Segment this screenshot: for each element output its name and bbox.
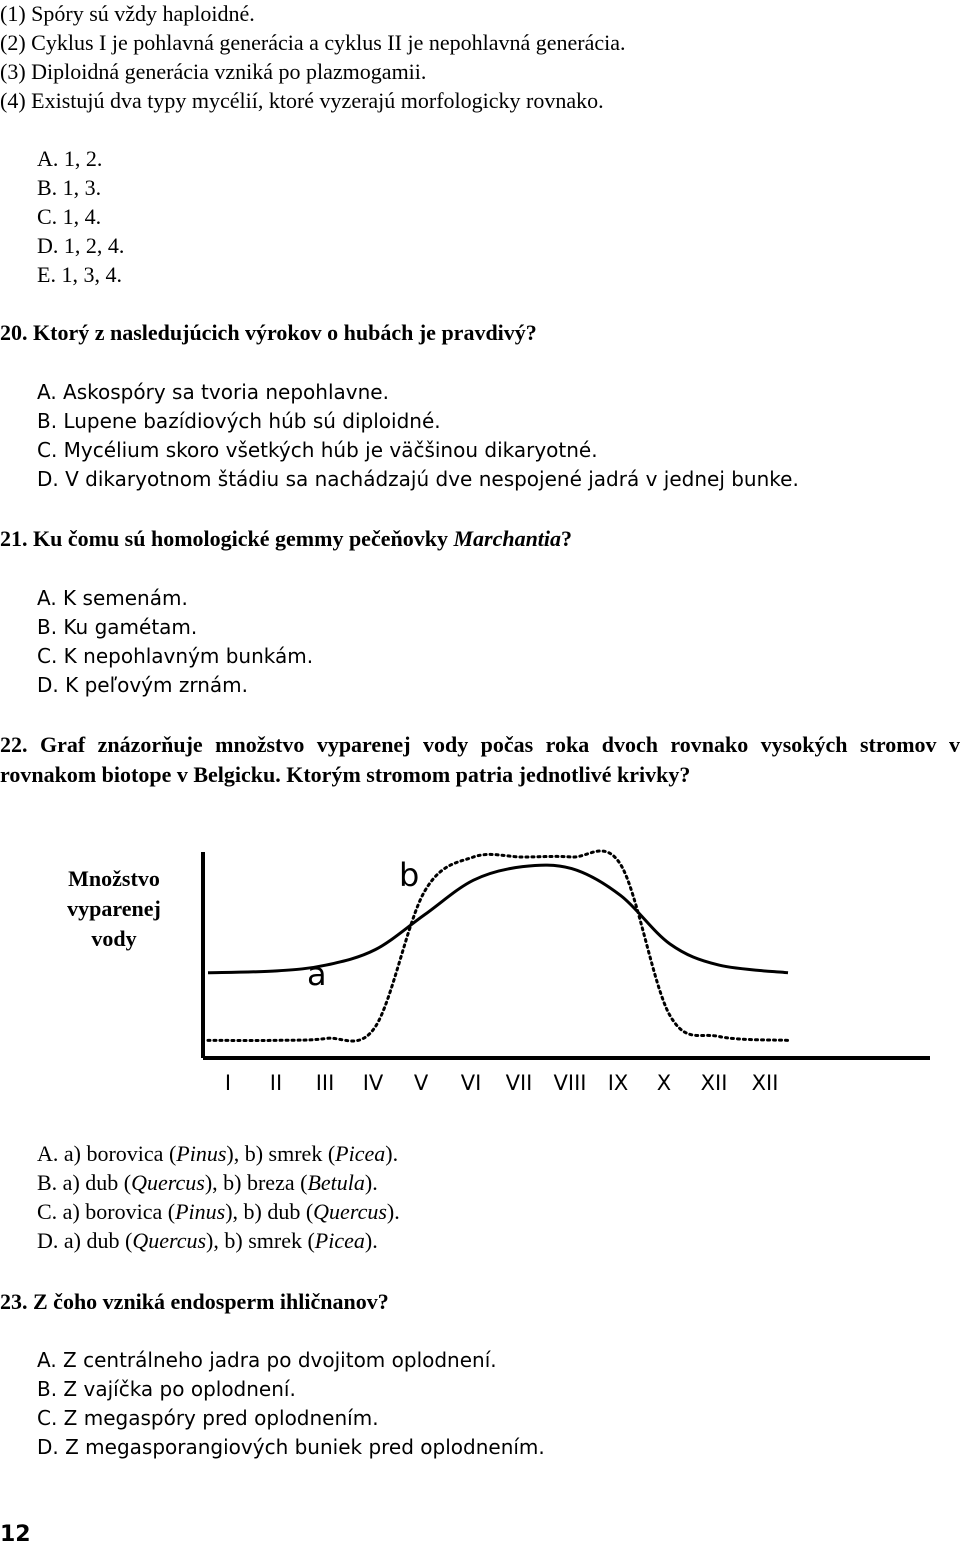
genus-b: Picea xyxy=(314,1228,365,1253)
q22-option-b xyxy=(37,1169,378,1197)
q21-option-c: C. K nepohlavným bunkám. xyxy=(37,644,314,668)
series-b-label: b xyxy=(399,856,420,894)
opt-text: ). xyxy=(364,1228,378,1253)
opt-text: ), b) smrek ( xyxy=(206,1228,315,1253)
q19-option-d: D. 1, 2, 4. xyxy=(37,233,125,258)
graph-y-label-line-3: vody xyxy=(91,926,137,951)
q21-question-text: 21. Ku čomu sú homologické gemmy pečeňovky xyxy=(0,526,454,551)
series-a-label: a xyxy=(307,955,327,993)
chart-axes xyxy=(203,852,930,1058)
q22-option-a xyxy=(37,1140,398,1168)
q23-option-d: D. Z megasporangiových buniek pred oplodnením. xyxy=(37,1435,545,1459)
x-tick-label: V xyxy=(413,1071,429,1095)
genus-a: Quercus xyxy=(132,1228,207,1253)
q23-option-a: A. Z centrálneho jadra po dvojitom oplodnení. xyxy=(37,1348,497,1372)
q19-statement-4: (4) Existujú dva typy mycélií, ktoré vyzerajú morfologicky rovnako. xyxy=(0,88,604,113)
q19-option-e: E. 1, 3, 4. xyxy=(37,262,122,287)
x-tick-label: IX xyxy=(607,1071,629,1095)
q20-option-d: D. V dikaryotnom štádiu sa nachádzajú dve nespojené jadrá v jednej bunke. xyxy=(37,467,799,491)
x-tick-label: I xyxy=(224,1071,232,1095)
x-tick-label: VII xyxy=(505,1071,533,1095)
chart-x-ticks xyxy=(225,1071,778,1095)
opt-text: ), b) breza ( xyxy=(204,1170,308,1195)
q19-statement-1: (1) Spóry sú vždy haploidné. xyxy=(0,1,255,26)
opt-text: ), b) dub ( xyxy=(225,1199,314,1224)
x-tick-label: XII xyxy=(751,1071,779,1095)
opt-text: ), b) smrek ( xyxy=(226,1141,336,1166)
genus-b: Quercus xyxy=(313,1199,387,1224)
q20-option-c: C. Mycélium skoro všetkých húb je väčšinou dikaryotné. xyxy=(37,438,598,462)
q21-option-b: B. Ku gamétam. xyxy=(37,615,198,639)
page-number: 12 xyxy=(0,1522,31,1547)
x-tick-label: XII xyxy=(700,1071,728,1095)
graph-y-label xyxy=(58,864,170,954)
q21-option-d: D. K peľovým zrnám. xyxy=(37,673,248,697)
graph-y-label-line-2: vyparenej xyxy=(67,896,161,921)
opt-text: ). xyxy=(386,1199,400,1224)
q21-question xyxy=(0,525,572,553)
q20-option-b: B. Lupene bazídiových húb sú diploidné. xyxy=(37,409,441,433)
q22-question: 22. Graf znázorňuje množstvo vyparenej vody počas roka dvoch rovnako vysokých stromov v rovnakom biotope v Belgicku. Ktorým stromom patria jednotlivé krivky? xyxy=(0,732,960,787)
q23-option-b: B. Z vajíčka po oplodnení. xyxy=(37,1377,296,1401)
q22-option-d xyxy=(37,1227,378,1255)
opt-text: ). xyxy=(364,1170,378,1195)
series-a-line xyxy=(208,865,788,973)
genus-b: Picea xyxy=(335,1141,386,1166)
genus-a: Quercus xyxy=(131,1170,205,1195)
graph-y-label-line-1: Množstvo xyxy=(68,866,160,891)
q19-statement-2: (2) Cyklus I je pohlavná generácia a cyklus II je nepohlavná generácia. xyxy=(0,30,626,55)
chart-series-labels xyxy=(307,856,419,993)
q19-option-a: A. 1, 2. xyxy=(37,146,103,171)
x-tick-label: III xyxy=(315,1071,335,1095)
x-tick-label: IV xyxy=(362,1071,384,1095)
q21-option-a: A. K semenám. xyxy=(37,586,188,610)
opt-text: ). xyxy=(385,1141,399,1166)
q23-question: 23. Z čoho vzniká endosperm ihličnanov? xyxy=(0,1289,389,1314)
q21-question-mark: ? xyxy=(561,526,573,551)
q20-option-a: A. Askospóry sa tvoria nepohlavne. xyxy=(37,380,389,404)
opt-text: A. a) borovica ( xyxy=(37,1141,177,1166)
q21-genus: Marchantia xyxy=(453,526,562,551)
q19-option-b: B. 1, 3. xyxy=(37,175,102,200)
q22-option-c xyxy=(37,1198,400,1226)
x-tick-label: VI xyxy=(460,1071,482,1095)
x-tick-label: VIII xyxy=(553,1071,587,1095)
q19-statement-3: (3) Diploidná generácia vzniká po plazmogamii. xyxy=(0,59,427,84)
genus-a: Pinus xyxy=(175,1199,226,1224)
q19-option-c: C. 1, 4. xyxy=(37,204,102,229)
chart-series xyxy=(208,851,788,1041)
opt-text: B. a) dub ( xyxy=(37,1170,132,1195)
opt-text: C. a) borovica ( xyxy=(37,1199,176,1224)
series-b-line xyxy=(208,851,788,1041)
opt-text: D. a) dub ( xyxy=(37,1228,133,1253)
x-tick-label: II xyxy=(269,1071,283,1095)
genus-b: Betula xyxy=(307,1170,365,1195)
q20-question: 20. Ktorý z nasledujúcich výrokov o hubách je pravdivý? xyxy=(0,320,537,345)
genus-a: Pinus xyxy=(176,1141,227,1166)
x-tick-label: X xyxy=(656,1071,672,1095)
q23-option-c: C. Z megaspóry pred oplodnením. xyxy=(37,1406,379,1430)
